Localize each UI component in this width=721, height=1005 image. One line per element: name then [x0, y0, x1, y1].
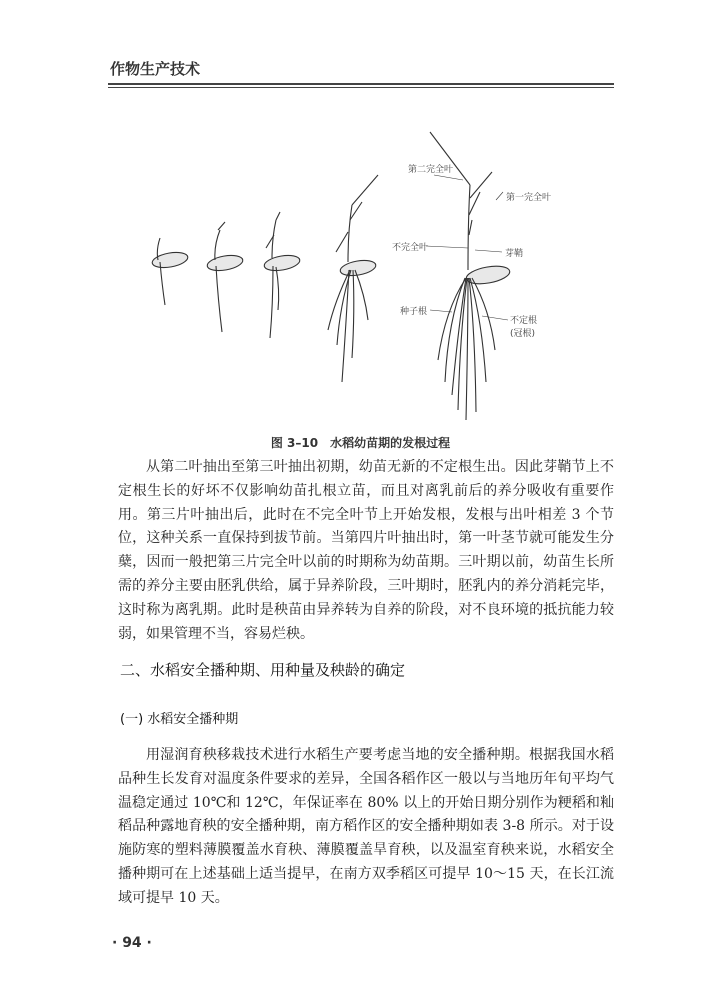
stage-5-seedling	[430, 132, 511, 420]
page-number: · 94 ·	[112, 935, 152, 951]
body-paragraph-2: 用湿润育秧移栽技术进行水稻生产要考虑当地的安全播种期。根据我国水稻品种生长发育对温度条件要求的差异，全国各稻作区一般以与当地历年旬平均气温稳定通过 10℃和 12℃，年保证率在 80% 以上的开始日期分别作为粳稻和籼稻品种露地育秧的安全播种期，南方稻作区的安全播种期如表 3-8 所示。对于设施防寒的塑料薄膜覆盖水育秧、薄膜覆盖旱育秧，以及温室育秧来说，水稻安全播种期可在上述基础上适当提早，在南方双季稻区可提早 10～15 天，在长江流域可提早 10 天。	[118, 747, 614, 906]
label-adventitious-root: 不定根	[510, 316, 538, 326]
body-paragraph-1: 从第二叶抽出至第三叶抽出初期，幼苗无新的不定根生出。因此芽鞘节上不定根生长的好坏不仅影响幼苗扎根立苗，而且对离乳前后的养分吸收有重要作用。第三片叶抽出后，此时在不完全叶节上开始发根，发根与出叶相差 3 个节位，这种关系一直保持到拔节前。当第四片叶抽出时，第一叶茎节就可能发生分蘖，因而一般把第三片完全叶以前的时期称为幼苗期。三叶期以前，幼苗生长所需的养分主要由胚乳供给，属于异养阶段，三叶期时，胚乳内的养分消耗完毕，这时称为离乳期。此时是秧苗由异养转为自养的阶段，对不良环境的抵抗能力较弱，如果管理不当，容易烂秧。	[118, 459, 614, 642]
subsection-heading: (一) 水稻安全播种期	[120, 712, 239, 727]
stage-2-seedling	[206, 222, 244, 332]
label-seed-root: 种子根	[400, 307, 428, 317]
section-heading: 二、水稻安全播种期、用种量及秧龄的确定	[120, 661, 406, 679]
label-incomplete-leaf: 不完全叶	[392, 243, 429, 253]
stage-3-seedling	[263, 212, 301, 338]
header-rule-thin	[108, 87, 614, 88]
label-second-leaf: 第二完全叶	[408, 165, 454, 175]
label-coleoptile: 芽鞘	[505, 249, 524, 259]
stage-4-seedling	[328, 175, 378, 382]
stage-1-seedling	[151, 238, 189, 305]
figure-caption: 图 3–10 水稻幼苗期的发根过程	[270, 436, 451, 450]
running-header: 作物生产技术	[110, 60, 201, 78]
label-crown-root: (冠根)	[510, 329, 536, 339]
header-rule-thick	[108, 83, 614, 85]
seedling-root-illustration	[130, 120, 600, 430]
label-first-leaf: 第一完全叶	[506, 193, 552, 203]
